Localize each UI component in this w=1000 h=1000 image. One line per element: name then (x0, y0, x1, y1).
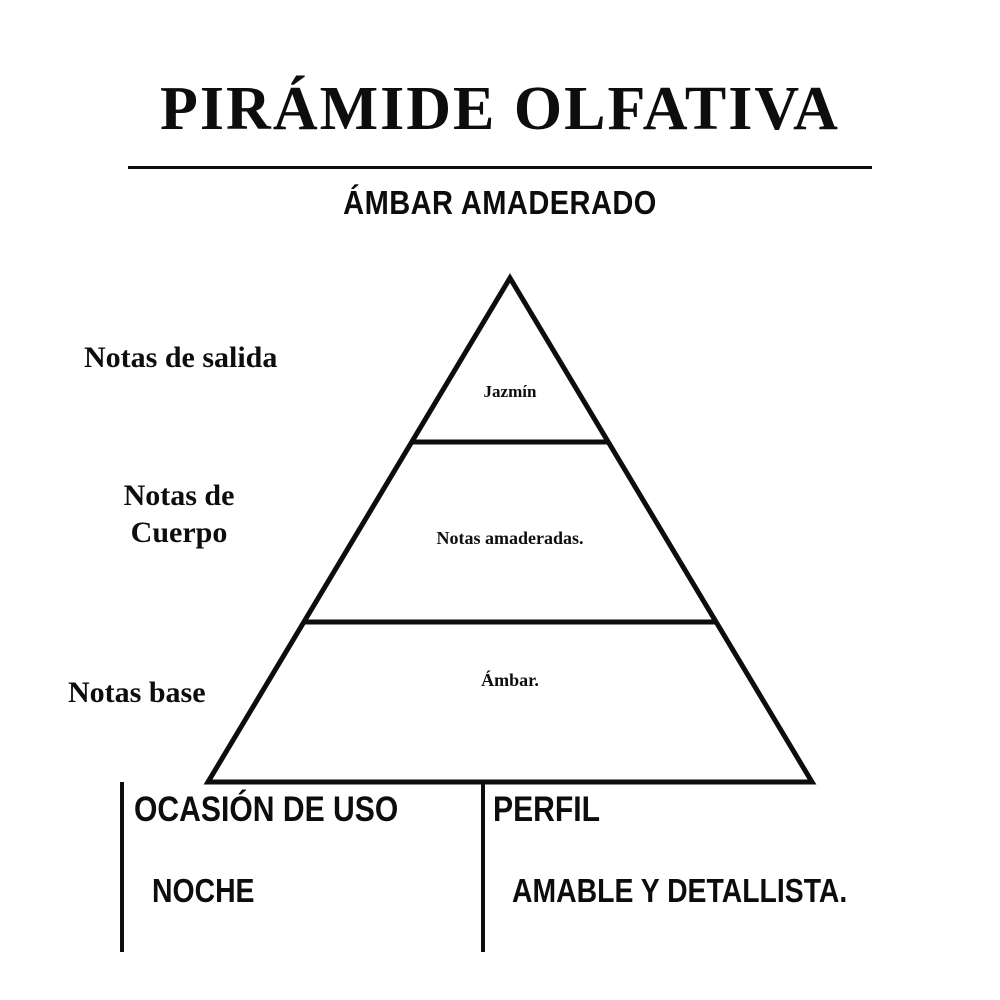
column-divider-right (481, 782, 485, 952)
label-notas-de-cuerpo: Notas de Cuerpo (123, 479, 235, 549)
column-divider-left (120, 782, 124, 952)
page-subtitle: ÁMBAR AMADERADO (343, 184, 657, 221)
label-notas-de-salida: Notas de salida (84, 341, 278, 374)
page-title: PIRÁMIDE OLFATIVA (160, 75, 840, 143)
value-perfil: AMABLE Y DETALLISTA. (512, 872, 848, 909)
heading-perfil: PERFIL (493, 790, 601, 829)
title-underline (128, 166, 872, 169)
olfactory-pyramid-diagram (200, 270, 820, 790)
bottom-info-section (0, 782, 1000, 962)
heading-ocasion-de-uso: OCASIÓN DE USO (134, 790, 399, 829)
pyramid-tier-base-notes: Ámbar. (481, 670, 539, 690)
pyramid-tier-top-notes: Jazmín (483, 382, 537, 401)
value-ocasion-de-uso: NOCHE (152, 872, 255, 909)
label-notas-base: Notas base (68, 676, 206, 709)
pyramid-tier-middle-notes: Notas amaderadas. (436, 528, 584, 548)
